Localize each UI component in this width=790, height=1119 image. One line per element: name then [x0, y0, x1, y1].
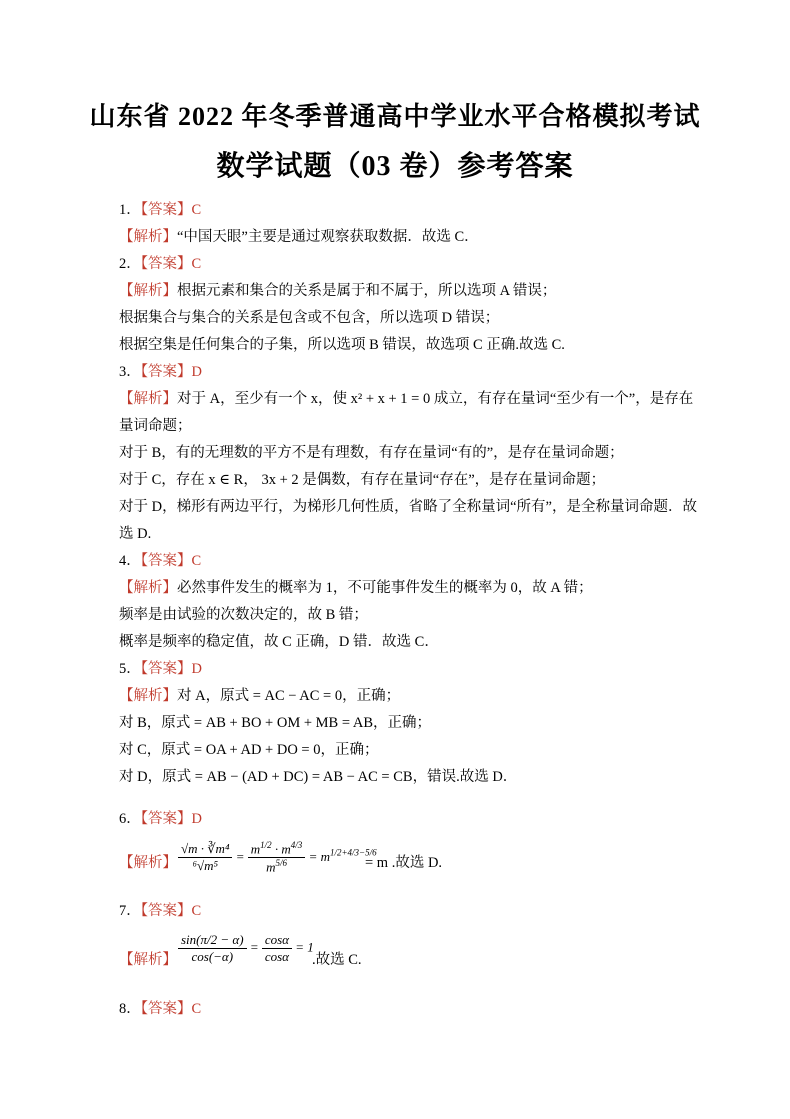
question-number: 3．: [119, 364, 141, 380]
answer-line: [119, 713, 431, 733]
line-text: D: [191, 364, 202, 380]
answer-tag: 【答案】: [140, 811, 192, 827]
line-text: D: [191, 661, 202, 677]
question-number: 1．: [119, 202, 141, 218]
answer-tag: 【答案】: [140, 202, 192, 218]
line-text: “中国天眼”主要是通过观察获取数据．故选 C．: [177, 229, 479, 245]
answer-line: [119, 740, 378, 760]
line-text: 频率是由试验的次数决定的，故 B 错；: [119, 607, 368, 623]
question-number: 2．: [119, 256, 141, 272]
answer-line: [119, 200, 201, 220]
answer-line: [119, 632, 439, 652]
analysis-tag: 【解析】: [119, 229, 177, 245]
q7-answer: 7．【答案】C: [119, 903, 202, 919]
answer-line: [119, 659, 202, 679]
question-number: 6．: [119, 811, 141, 827]
answer-line: [119, 362, 202, 382]
page-title: 山东省 2022 年冬季普通高中学业水平合格模拟考试: [89, 102, 701, 131]
line-text: D: [191, 811, 202, 827]
line-text: C: [191, 553, 202, 569]
line-text: 概率是频率的稳定值，故 C 正确，D 错．故选 C．: [119, 634, 439, 650]
q7-analysis: 【解析】: [119, 952, 177, 968]
answer-line: [119, 308, 499, 328]
analysis-tag: 【解析】: [119, 688, 177, 704]
answer-line: [119, 416, 192, 436]
answer-line: [119, 605, 368, 625]
answer-line: [119, 443, 624, 463]
answer-line: [119, 470, 605, 490]
answer-line: [119, 809, 202, 829]
q7-formula: $\frac{\sin(\pi/2 - \alpha)}{\cos(-\alpha)}$ = $\frac{\cos\alpha}{\cos\alpha}$ = 1: [178, 932, 314, 965]
line-text: 量词命题；: [119, 418, 192, 434]
answer-tag: 【答案】: [140, 661, 192, 677]
answer-line: [119, 578, 593, 598]
line-text: C: [191, 256, 202, 272]
q7-end: .故选 C.: [312, 952, 362, 968]
answer-line: [119, 497, 697, 517]
answer-line: [119, 281, 556, 301]
page-subtitle: 数学试题（03 卷）参考答案: [216, 151, 574, 182]
answer-tag: 【答案】: [140, 364, 192, 380]
question-number: 5．: [119, 661, 141, 677]
q6-formula: $\frac{\text{√m · ∛m⁴}}{\text{⁶√m⁵}}$ = $\frac{m^{1/2} \cdot m^{4/3}}{m^{5/6}}$ = $m^{1/2+4/3-5/6}$: [178, 840, 377, 876]
question-number: 4．: [119, 553, 141, 569]
q6-analysis: [119, 853, 177, 873]
line-text: 对 C，原式 = OA + AD + DO = 0，正确；: [119, 742, 379, 758]
line-text: 对于 C，存在 x ∈ R， 3x + 2 是偶数，有存在量词“存在”，是存在量词命题；: [119, 472, 606, 488]
analysis-tag: 【解析】: [119, 580, 177, 596]
answer-tag: 【答案】: [140, 553, 192, 569]
line-text: 对 D，原式 = AB − (AD + DC) = AB − AC = CB，错误.故选 D．: [119, 769, 518, 785]
analysis-tag: 【解析】: [119, 855, 177, 871]
answer-line: [119, 389, 693, 409]
answer-tag: 【答案】: [140, 256, 192, 272]
answer-line: [119, 254, 201, 274]
answer-line: [119, 686, 400, 706]
line-text: 必然事件发生的概率为 1，不可能事件发生的概率为 0，故 A 错；: [177, 580, 593, 596]
line-text: 根据元素和集合的关系是属于和不属于，所以选项 A 错误；: [177, 283, 557, 299]
answer-line: [119, 335, 565, 355]
answer-line: [119, 227, 479, 247]
answer-line: [119, 551, 201, 571]
line-text: 选 D.: [119, 526, 152, 542]
answer-line: [119, 524, 151, 544]
analysis-tag: 【解析】: [119, 391, 177, 407]
q6-end: = m .故选 D.: [365, 855, 443, 871]
line-text: 对于 D，梯形有两边平行，为梯形几何性质，省略了全称量词“所有”，是全称量词命题．故: [119, 499, 697, 515]
answer-line: [119, 767, 517, 787]
line-text: 对于 A，至少有一个 x，使 x² + x + 1 = 0 成立，有存在量词“至少有一个”，是存在: [177, 391, 694, 407]
analysis-tag: 【解析】: [119, 283, 177, 299]
line-text: 对 B，原式 = AB + BO + OM + MB = AB，正确；: [119, 715, 431, 731]
line-text: 对 A，原式 = AC − AC = 0，正确；: [177, 688, 401, 704]
q8-answer: 8．【答案】C: [119, 1001, 202, 1017]
line-text: C: [191, 202, 202, 218]
line-text: 对于 B，有的无理数的平方不是有理数，有存在量词“有的”，是存在量词命题；: [119, 445, 624, 461]
line-text: 根据集合与集合的关系是包含或不包含，所以选项 D 错误；: [119, 310, 500, 326]
line-text: 根据空集是任何集合的子集，所以选项 B 错误，故选项 C 正确.故选 C.: [119, 337, 565, 353]
